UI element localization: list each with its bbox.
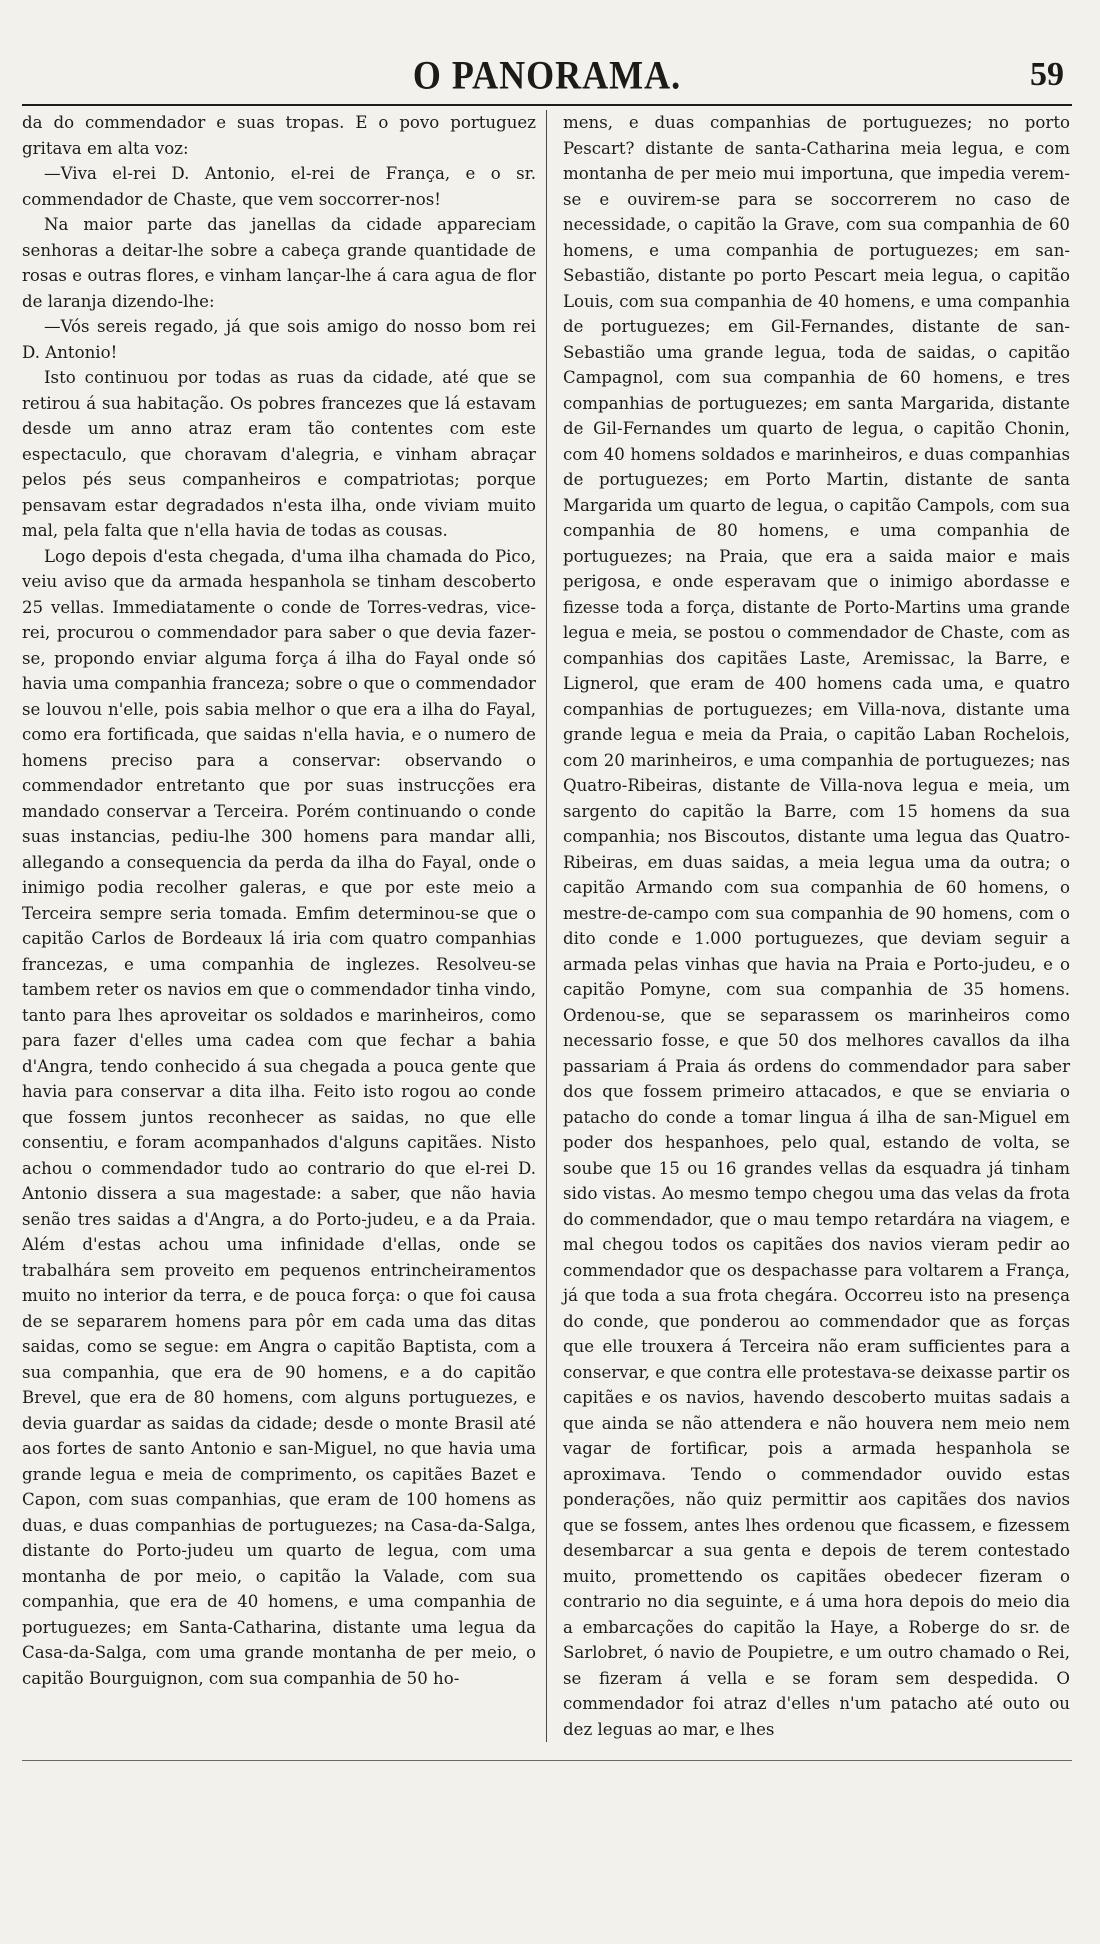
masthead-title: O PANORAMA. [412,52,682,98]
right-column [546,110,1070,1742]
header-rule [22,104,1072,106]
paragraph: —Vós sereis regado, já que sois amigo do nosso bom rei D. Antonio! [22,317,536,362]
page-number: 59 [1030,56,1064,93]
paragraph: —Viva el-rei D. Antonio, el-rei de França, e o sr. commendador de Chaste, que vem soccorrer-nos! [22,164,536,209]
paragraph: Isto continuou por todas as ruas da cidade, até que se retirou á sua habitação. Os pobres francezes que lá estavam desde um anno atraz eram tão contentes com este espectaculo, que choravam d'alegria, e vinham abraçar pelos pés seus companheiros e compatriotas; porque pensavam estar degradados n'esta ilha, onde viviam muito mal, pela falta que n'ella havia de todas as cousas. [22,368,536,540]
page-header [22,52,1072,98]
bottom-rule [22,1760,1072,1761]
text-columns [22,110,1072,1742]
paragraph: da do commendador e suas tropas. E o povo portuguez gritava em alta voz: [22,113,536,158]
paragraph: mens, e duas companhias de portuguezes; no porto Pescart? distante de santa-Catharina meia legua, e com montanha de per meio mui importuna, que impedia verem-se e ouvirem-se para se soccorrerem no caso de necessidade, o capitão la Grave, com sua companhia de 60 homens, e uma companhia de portuguezes; em san-Sebastião, distante po porto Pescart meia legua, o capitão Louis, com sua companhia de 40 homens, e uma companhia de portuguezes; em Gil-Fernandes, distante de san-Sebastião uma grande legua, toda de saidas, o capitão Campagnol, com sua companhia de 60 homens, e tres companhias de portuguezes; em santa Margarida, distante de Gil-Fernandes um quarto de legua, o capitão Chonin, com 40 homens soldados e marinheiros, e duas companhias de portuguezes; em Porto Martin, distante de santa Margarida um quarto de legua, o capitão Campols, com sua companhia de 80 homens, e uma companhia de portuguezes; na Praia, que era a saida maior e mais perigosa, e onde esperavam que o inimigo abordasse e fizesse toda a força, distante de Porto-Martins uma grande legua e meia, se postou o commendador de Chaste, com as companhias dos capitães Laste, Aremissac, la Barre, e Lignerol, que eram de 400 homens cada uma, e quatro companhias de portuguezes; em Villa-nova, distante uma grande legua e meia da Praia, o capitão Laban Rochelois, com 20 marinheiros, e uma companhia de portuguezes; nas Quatro-Ribeiras, distante de Villa-nova legua e meia, um sargento do capitão la Barre, com 15 homens da sua companhia; nos Biscoutos, distante uma legua das Quatro-Ribeiras, em duas saidas, a meia legua uma da outra; o capitão Armando com sua companhia de 60 homens, o mestre-de-campo com sua companhia de 90 homens, com o dito conde e 1.000 portuguezes, que deviam seguir a armada pelas vinhas que havia na Praia e Porto-judeu, e o capitão Pomyne, com sua companhia de 35 homens. Ordenou-se, que se separassem os marinheiros como necessario fosse, e que 50 dos melhores cavallos da ilha passariam á Praia ás ordens do commendador para saber dos que fossem primeiro attacados, e que se enviaria o patacho do conde a tomar lingua á ilha de san-Miguel em poder dos hespanhoes, pelo qual, estando de volta, se soube que 15 ou 16 grandes vellas da esquadra já tinham sido vistas. Ao mesmo tempo chegou uma das velas da frota do commendador, que o mau tempo retardára na viagem, e mal chegou todos os capitães dos navios vieram pedir ao commendador que os despachasse para voltarem a França, já que toda a sua frota chegára. Occorreu isto na presença do conde, que ponderou ao commendador que as forças que elle trouxera á Terceira não eram sufficientes para a conservar, e que contra elle protestava-se deixasse partir os capitães e os navios, havendo descoberto muitas sadais a que ainda se não attendera e não houvera nem meio nem vagar de fortificar, pois a armada hespanhola se aproximava. Tendo o commendador ouvido estas ponderações, não quiz permittir aos capitães dos navios que se fossem, antes lhes ordenou que ficassem, e fizessem desembarcar a sua genta e depois de terem contestado muito, promettendo os capitães obedecer fizeram o contrario no dia seguinte, e á uma hora depois do meio dia a embarcações do capitão la Haye, a Roberge do sr. de Sarlobret, ó navio de Poupietre, e um outro chamado o Rei, se fizeram á vella e se foram sem despedida. O commendador foi atraz d'elles n'um patacho até outo ou dez leguas ao mar, e lhes [563,113,1070,1739]
paragraph: Logo depois d'esta chegada, d'uma ilha chamada do Pico, veiu aviso que da armada hespanhola se tinham descoberto 25 vellas. Immediatamente o conde de Torres-vedras, vice-rei, procurou o commendador para saber o que devia fazer-se, propondo enviar alguma força á ilha do Fayal onde só havia uma companhia franceza; sobre o que o commendador se louvou n'elle, pois sabia melhor o que era a ilha do Fayal, como era fortificada, que saidas n'ella havia, e o numero de homens preciso para a conservar: observando o commendador entretanto que por suas instrucções era mandado conservar a Terceira. Porém continuando o conde suas instancias, pediu-lhe 300 homens para mandar alli, allegando a consequencia da perda da ilha do Fayal, onde o inimigo podia recolher galeras, e que por este meio a Terceira sempre seria tomada. Emfim determinou-se que o capitão Carlos de Bordeaux lá iria com quatro companhias francezas, e uma companhia de inglezes. Resolveu-se tambem reter os navios em que o commendador tinha vindo, tanto para lhes aproveitar os soldados e marinheiros, como para fazer d'elles uma cadea com que fechar a bahia d'Angra, tendo conhecido á sua chegada a pouca gente que havia para conservar a dita ilha. Feito isto rogou ao conde que fossem juntos reconhecer as saidas, no que elle consentiu, e foram acompanhados d'alguns capitães. Nisto achou o commendador tudo ao contrario do que el-rei D. Antonio dissera a sua magestade: a saber, que não havia senão tres saidas a d'Angra, a do Porto-judeu, e a da Praia. Além d'estas achou uma infinidade d'ellas, onde se trabalhára sem proveito em pequenos entrincheiramentos muito no interior da terra, e de pouca força: o que foi causa de se separarem homens para pôr em cada uma das ditas saidas, como se segue: em Angra o capitão Baptista, com a sua companhia, que era de 90 homens, e a do capitão Brevel, que era de 80 homens, com alguns portuguezes, e devia guardar as saidas da cidade; desde o monte Brasil até aos fortes de santo Antonio e san-Miguel, no que havia uma grande legua e meia de comprimento, os capitães Bazet e Capon, com suas companhias, que eram de 100 homens as duas, e duas companhias de portuguezes; na Casa-da-Salga, distante do Porto-judeu um quarto de legua, com uma montanha de por meio, o capitão la Valade, com sua companhia, que era de 40 homens, e uma companhia de portuguezes; em Santa-Catharina, distante uma legua da Casa-da-Salga, com uma grande montanha de per meio, o capitão Bourguignon, com sua companhia de 50 ho- [22,546,536,1688]
left-column [22,110,546,1742]
paragraph: Na maior parte das janellas da cidade appareciam senhoras a deitar-lhe sobre a cabeça grande quantidade de rosas e outras flores, e vinham lançar-lhe á cara agua de flor de laranja dizendo-lhe: [22,215,536,311]
